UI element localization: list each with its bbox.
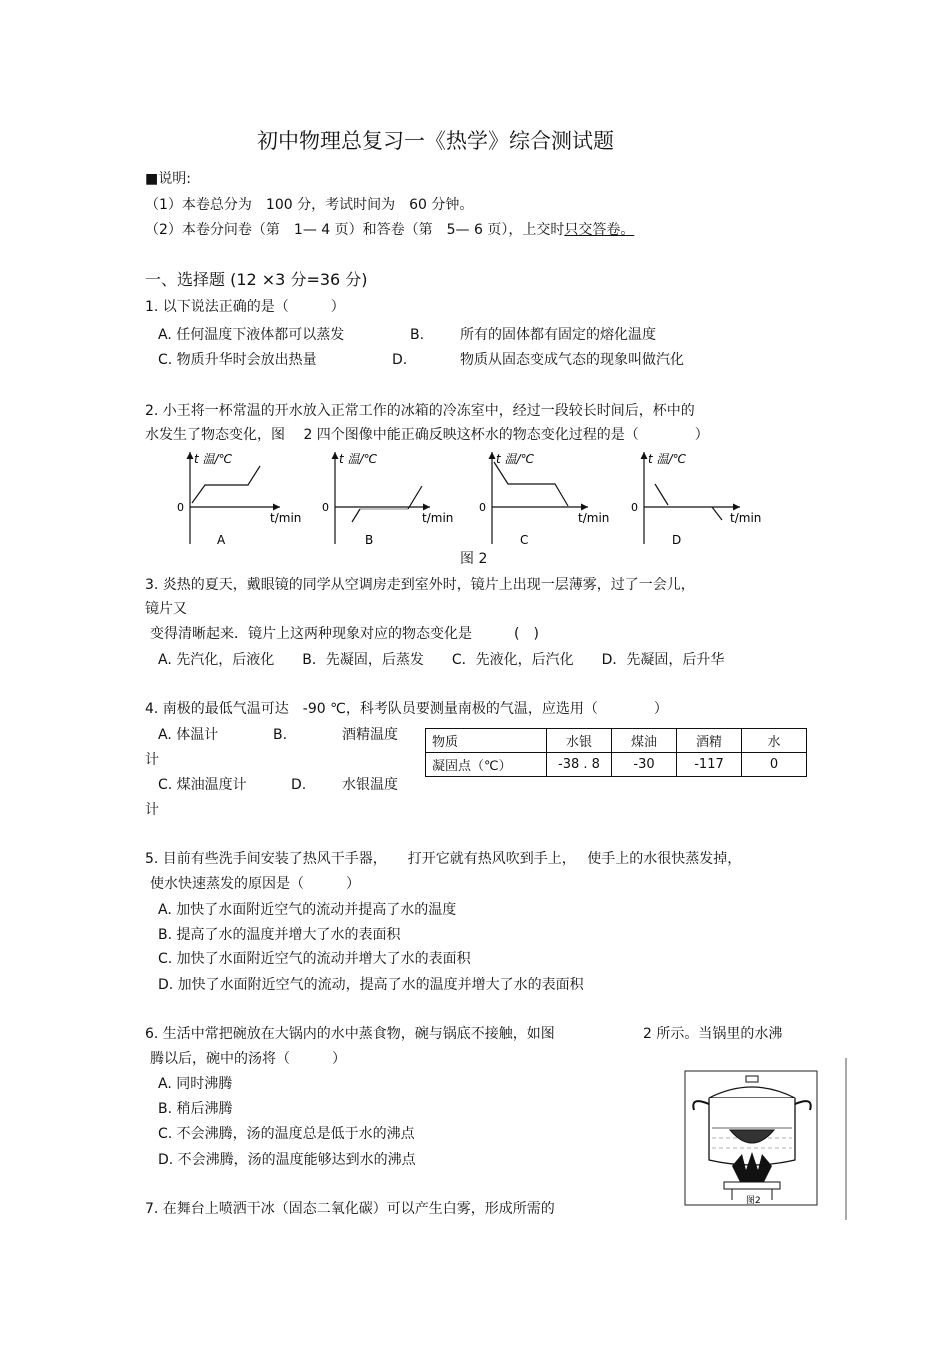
q4-option-b-cont: 计 [145,752,159,768]
graph-a-x-label: t/min [270,511,302,525]
q3-line-3: 变得清晰起来．镜片上这两种现象对应的物态变化是 ( ) [150,626,539,642]
q1-option-a: A. 任何温度下液体都可以蒸发 [158,327,345,343]
q6-line-1b: 2 所示。当锅里的水沸 [643,1026,783,1042]
table-cell: 0 [742,753,807,777]
q5-option-b: B. 提高了水的温度并增大了水的表面积 [158,927,401,943]
q5-line-1: 5. 目前有些洗手间安装了热风干手器， 打开它就有热风吹到手上， 使手上的水很快蒸发掉， [145,851,742,867]
graph-d-curve-end [712,507,722,520]
q4-option-d: 水银温度 [342,777,398,793]
instructions-heading: ■说明: [145,171,191,187]
table-header-row [426,729,807,753]
graph-b-y-label: t 温/℃ [339,452,378,466]
pot-figure-caption: 图2 [746,1196,761,1206]
graph-a-curve [192,466,260,503]
q4-option-b: 酒精温度 [342,727,398,743]
instruction-line-2-underlined: 只交答卷。 [564,222,635,238]
q4-option-a: A. 体温计 [158,727,219,743]
q1-option-b: 所有的固体都有固定的熔化温度 [460,327,656,343]
graph-d-y-label: t 温/℃ [648,452,687,466]
q7-line-1: 7. 在舞台上喷洒干冰（固态二氧化碳）可以产生白雾，形成所需的 [145,1201,555,1217]
q2-graph-b [322,452,453,547]
q6-option-c: C. 不会沸腾，汤的温度总是低于水的沸点 [158,1126,415,1142]
table-row [426,753,807,777]
q1-option-d-label: D. [392,352,408,368]
graph-d-x-label: t/min [730,511,762,525]
pot-handle-right [795,1101,811,1110]
q6-line-1a: 6. 生活中常把碗放在大锅内的水中蒸食物，碗与锅底不接触，如图 [145,1026,555,1042]
q5-option-a: A. 加快了水面附近空气的流动并提高了水的温度 [158,902,457,918]
q6-option-d: D. 不会沸腾，汤的温度能够达到水的沸点 [158,1152,416,1168]
graph-b-curve-end [408,486,422,509]
table-header-cell: 物质 [426,729,547,753]
q4-option-d-label: D. [291,777,307,793]
graph-d-label: D [672,533,682,547]
freezing-point-table [425,728,807,777]
graph-c-y-label: t 温/℃ [496,452,535,466]
pot-bowl-figure [672,1058,850,1220]
table-cell: -30 [612,753,677,777]
q5-option-d: D. 加快了水面附近空气的流动，提高了水的温度并增大了水的表面积 [158,977,584,993]
table-cell: -117 [677,753,742,777]
table-header-cell: 水银 [547,729,612,753]
graph-d-curve-start [655,484,668,505]
graph-b-curve-start [352,509,360,522]
q2-line-1: 2. 小王将一杯常温的开水放入正常工作的冰箱的冷冻室中，经过一段较长时间后，杯中的 [145,403,695,419]
graph-a-label: A [217,533,226,547]
q2-figure-caption: 图 2 [460,551,488,567]
q4-option-b-label: B. [273,727,288,743]
instruction-line-2 [145,221,634,239]
q4-option-c: C. 煤油温度计 [158,777,247,793]
q1-option-d: 物质从固态变成气态的现象叫做汽化 [460,352,684,368]
q4-stem: 4. 南极的最低气温可达 -90 ℃，科考队员要测量南极的气温，应选用（ ） [145,701,668,717]
q6-option-b: B. 稍后沸腾 [158,1101,233,1117]
graph-b-label: B [365,533,374,547]
graph-a-origin: 0 [177,501,184,514]
table-cell: -38 . 8 [547,753,612,777]
graph-a-y-label: t 温/℃ [194,452,233,466]
q1-stem: 1. 以下说法正确的是（ ） [145,299,345,315]
q5-line-2: 使水快速蒸发的原因是（ ） [150,876,360,892]
q2-graph-c [479,452,609,547]
q2-graphs-figure [160,448,790,550]
q1-option-b-label: B. [410,327,425,343]
graph-b-x-label: t/min [422,511,454,525]
instruction-line-2-main: （2）本卷分问卷（第 1— 4 页）和答卷（第 5— 6 页），上交时 [145,222,565,238]
q3-line-2: 镜片又 [145,601,187,617]
q3-options: A. 先汽化，后液化 B．先凝固，后蒸发 C．先液化，后汽化 D．先凝固，后升华 [158,652,725,668]
q5-option-c: C. 加快了水面附近空气的流动并增大了水的表面积 [158,951,471,967]
table-header-cell: 酒精 [677,729,742,753]
table-header-cell: 煤油 [612,729,677,753]
table-cell: 凝固点（℃） [426,753,547,777]
q3-line-1: 3. 炎热的夏天，戴眼镜的同学从空调房走到室外时，镜片上出现一层薄雾，过了一会儿， [145,577,695,593]
q1-option-c: C. 物质升华时会放出热量 [158,352,317,368]
graph-c-origin: 0 [479,501,486,514]
pot-handle-left [693,1101,709,1110]
burner [724,1182,780,1189]
graph-b-origin: 0 [322,501,329,514]
table-header-cell: 水 [742,729,807,753]
pot-lid [709,1087,795,1098]
instruction-line-1: （1）本卷总分为 100 分，考试时间为 60 分钟。 [145,197,474,213]
lid-knob [746,1076,758,1082]
graph-c-curve [494,462,568,506]
q2-graph-a [177,452,301,547]
graph-d-origin: 0 [631,501,638,514]
q6-line-2: 腾以后，碗中的汤将（ ） [150,1051,346,1067]
q4-option-d-cont: 计 [145,802,159,818]
page-title: 初中物理总复习一《热学》综合测试题 [257,129,614,153]
q2-graph-d [631,452,761,547]
q2-line-2: 水发生了物态变化，图 2 四个图像中能正确反映这杯水的物态变化过程的是（ ） [145,427,709,443]
graph-c-x-label: t/min [578,511,610,525]
section-heading: 一、选择题 (12 ×3 分=36 分) [145,270,368,289]
graph-c-label: C [520,533,529,547]
q6-option-a: A. 同时沸腾 [158,1076,233,1092]
